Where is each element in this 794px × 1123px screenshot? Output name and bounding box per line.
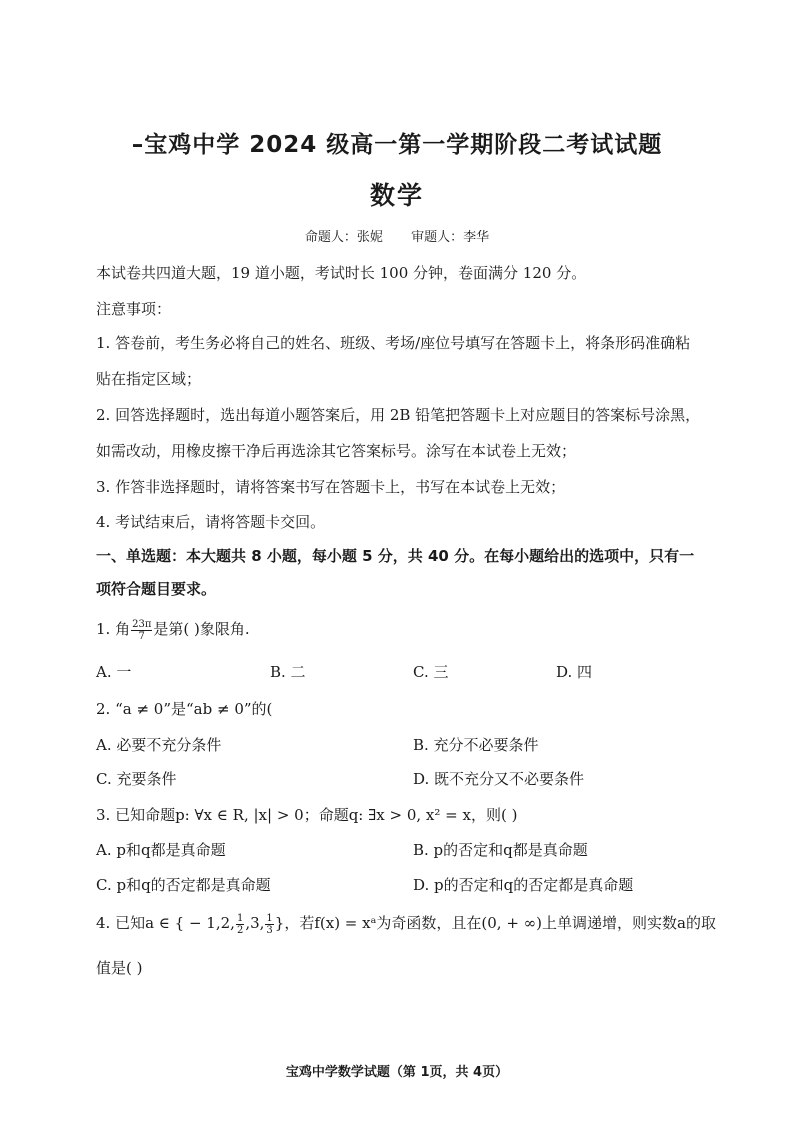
question-2-stem: 2. “a ≠ 0”是“ab ≠ 0”的(: [96, 700, 273, 718]
question-3-stem: 3. 已知命题p: ∀x ∈ R, |x| > 0；命题q: ∃x > 0, x² = x，则( ): [96, 806, 518, 824]
note-1-line-2: 贴在指定区域；: [96, 370, 202, 388]
q1-frac-num: 23π: [132, 618, 152, 630]
q4-fraction-2: [265, 913, 273, 936]
section-1-heading-line-2: 项符合题目要求。: [96, 580, 217, 598]
q2-option-a: A. 必要不充分条件: [96, 736, 222, 754]
reviewer: 审题人：李华: [411, 230, 490, 245]
note-3: 3. 作答非选择题时，请将答案书写在答题卡上，书写在本试卷上无效；: [96, 478, 566, 496]
q2-option-c: C. 充要条件: [96, 770, 177, 788]
intro-text: 本试卷共四道大题，19 道小题，考试时长 100 分钟，卷面满分 120 分。: [96, 264, 587, 282]
q4-part-1: 4. 已知a ∈ { − 1,2,: [96, 914, 235, 932]
page-footer: 宝鸡中学数学试题（第 1页，共 4页）: [285, 1065, 509, 1080]
note-1-line-1: 1. 答卷前，考生务必将自己的姓名、班级、考场/座位号填写在答题卡上，将条形码准确粘: [96, 334, 691, 352]
note-4: 4. 考试结束后，请将答题卡交回。: [96, 513, 326, 531]
q1-prefix: 1. 角: [96, 620, 131, 638]
q4-f1-num: 1: [236, 912, 244, 924]
q1-frac-den: 7: [138, 630, 145, 642]
q4-f2-num: 1: [266, 912, 273, 924]
note-2-line-1: 2. 回答选择题时，选出每道小题答案后，用 2B 铅笔把答题卡上对应题目的答案标号涂黑，: [96, 406, 701, 424]
exam-title: –宝鸡中学 2024 级高一第一学期阶段二考试试题: [131, 132, 663, 158]
q4-f2-den: 3: [266, 924, 273, 936]
section-1-heading-line-1: 一、单选题：本大题共 8 小题，每小题 5 分，共 40 分。在每小题给出的选项中，只有一: [96, 547, 695, 565]
note-2-line-2: 如需改动，用橡皮擦干净后再选涂其它答案标号。涂写在本试卷上无效；: [96, 442, 577, 460]
authors-line: [0, 226, 794, 245]
q1-fraction: [131, 619, 152, 642]
proposer: 命题人：张妮: [304, 230, 383, 245]
q3-option-b: B. p的否定和q都是真命题: [413, 841, 588, 859]
notes-heading: 注意事项：: [96, 300, 172, 318]
q3-option-d: D. p的否定和q的否定都是真命题: [413, 876, 634, 894]
q1-option-b: B. 二: [270, 663, 306, 681]
q2-option-b: B. 充分不必要条件: [413, 736, 539, 754]
q4-part-3: }，若f(x) = xᵃ为奇函数，且在(0, + ∞)上单调递增，则实数a的取: [274, 914, 716, 932]
q3-option-a: A. p和q都是真命题: [96, 841, 226, 859]
question-1-stem: [96, 618, 250, 642]
q1-option-a: A. 一: [96, 663, 132, 681]
question-4-stem-line-2: 值是( ): [96, 959, 143, 977]
q1-option-d: D. 四: [556, 663, 593, 681]
q1-option-c: C. 三: [413, 663, 449, 681]
q4-fraction-1: [236, 913, 244, 936]
question-4-stem-line-1: [96, 912, 716, 936]
q1-suffix: 是第( )象限角.: [153, 620, 250, 638]
q2-option-d: D. 既不充分又不必要条件: [413, 770, 585, 788]
subject-title: 数学: [369, 181, 424, 210]
q4-part-2: ,3,: [245, 914, 265, 932]
q4-f1-den: 2: [236, 924, 244, 936]
q3-option-c: C. p和q的否定都是真命题: [96, 876, 271, 894]
